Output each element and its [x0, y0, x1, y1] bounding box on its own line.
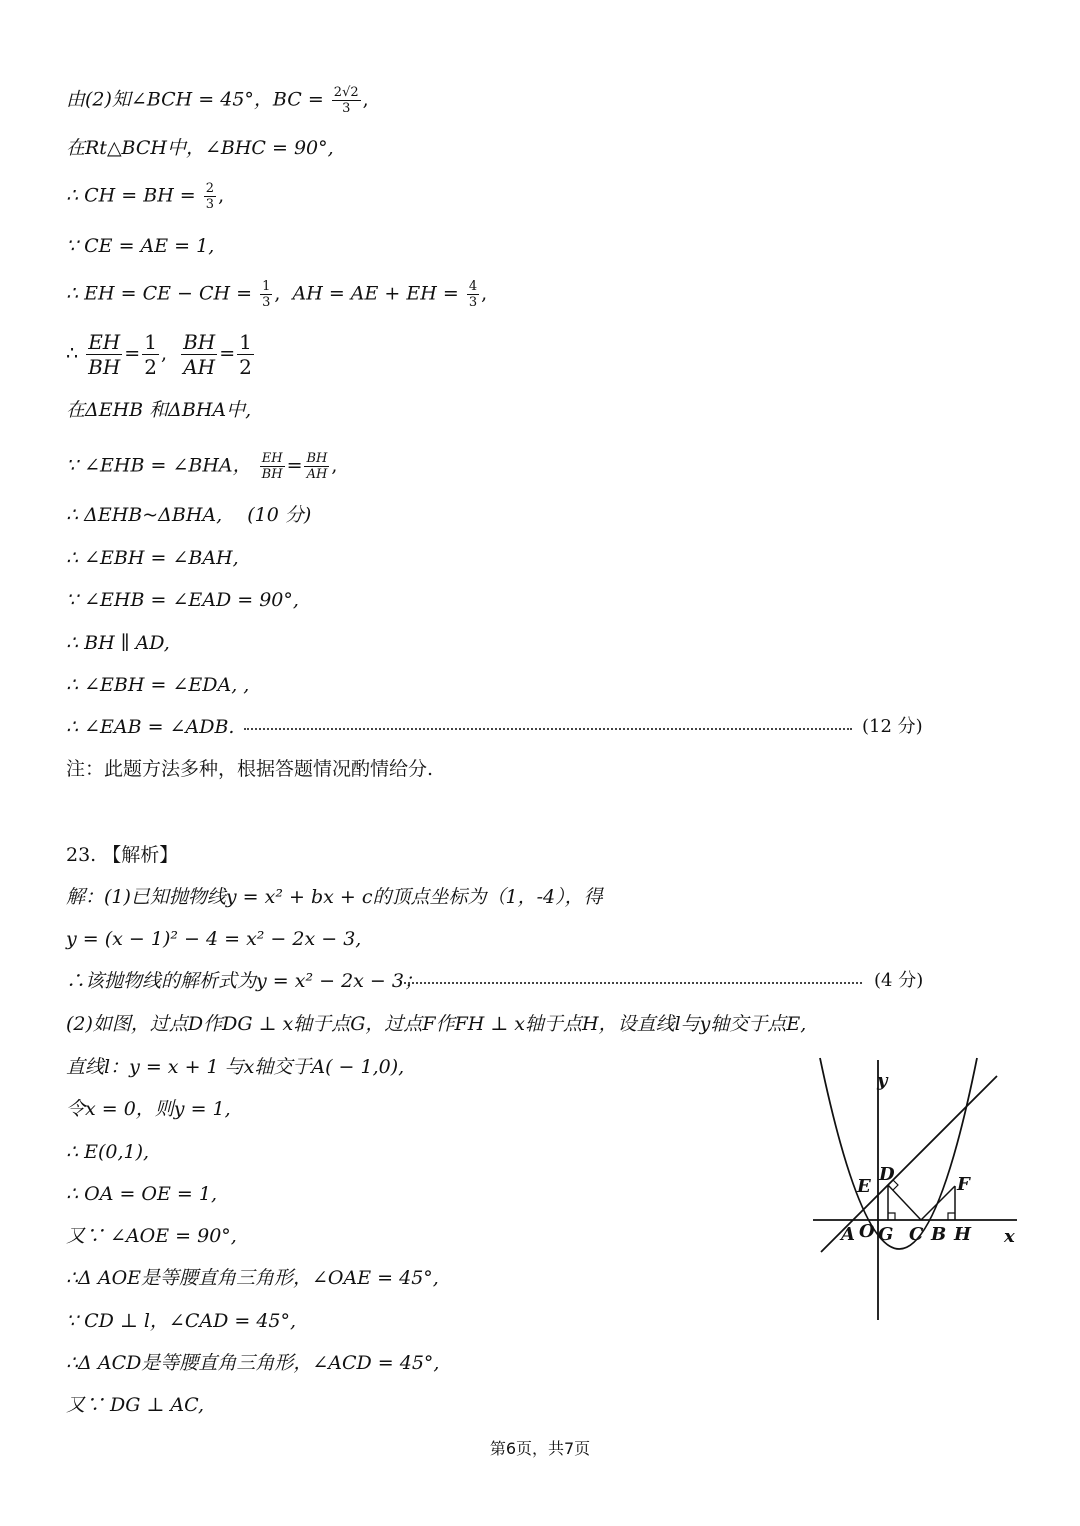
proof-line-1: 由(2)知∠BCH = 45°，BC = $\frac{2√2}{3}$ , [66, 85, 369, 116]
solution-line-11: ∵ CD ⊥ l，∠CAD = 45°, [66, 1310, 297, 1332]
fraction: $\frac{1}{2}$ [239, 330, 252, 379]
proof-line-12: ∴ BH ∥ AD, [66, 632, 170, 654]
text: ∴ [66, 342, 79, 365]
proof-line-11: ∵ ∠EHB = ∠EAD = 90°, [66, 589, 299, 611]
solution-line-8: ∴ OA = OE = 1, [66, 1183, 217, 1205]
label-b: B [931, 1224, 947, 1245]
fraction: $\frac{EH}{BH}$ [261, 451, 283, 482]
proof-line-2: 在Rt△BCH中，∠BHC = 90°, [66, 137, 334, 159]
fraction: $\frac{EH}{BH}$ [88, 330, 121, 379]
label-c: C [909, 1224, 924, 1245]
proof-line-7: 在ΔEHB 和ΔBHA中, [66, 399, 252, 421]
fraction: $\frac{1}{2}$ [144, 330, 157, 379]
solution-line-5: 直线l：y = x + 1 与x轴交于A( − 1,0), [66, 1056, 405, 1078]
right-angle-mark-g [888, 1213, 895, 1220]
proof-line-10: ∴ ∠EBH = ∠BAH, [66, 547, 239, 569]
question-heading: 23. 【解析】 [66, 844, 179, 866]
proof-line-9: ∴ ΔEHB~ΔBHA, (10 分) [66, 504, 312, 526]
label-f: F [957, 1174, 970, 1195]
text: 由(2)知∠BCH = 45°，BC = [66, 88, 324, 111]
fraction: $\frac{BH}{AH}$ [306, 451, 328, 482]
proof-line-5: ∴ EH = CE − CH = $\frac{1}{3}$ , AH = AE + EH = $\frac{4}{3}$ , [66, 279, 488, 310]
score-label: (4 分) [874, 970, 924, 991]
label-a: A [841, 1224, 855, 1245]
solution-line-9: 又∵ ∠AOE = 90°, [66, 1225, 237, 1247]
label-y: y [877, 1070, 888, 1091]
page-footer: 第6页，共7页 [489, 1439, 591, 1458]
score-label: (12 分) [862, 716, 923, 737]
label-d: D [879, 1164, 895, 1185]
proof-line-13: ∴ ∠EBH = ∠EDA, , [66, 674, 250, 696]
fraction: $\frac{4}{3}$ [468, 279, 478, 310]
label-g: G [878, 1224, 894, 1245]
note-line: 注：此题方法多种，根据答题情况酌情给分. [66, 758, 434, 780]
parabola-figure [805, 1050, 1030, 1330]
fraction: $\frac{1}{3}$ [262, 279, 271, 310]
segment-dc [888, 1185, 921, 1220]
fraction: $\frac{2}{3}$ [205, 181, 215, 212]
label-o: O [859, 1221, 875, 1242]
solution-line-2: y = (x − 1)² − 4 = x² − 2x − 3, [66, 928, 362, 950]
text: ∴ EH = CE − CH = [66, 282, 253, 305]
text: AH = AE + EH = [292, 282, 459, 305]
dotted-leader [244, 728, 852, 730]
text: ∵ ∠EHB = ∠BHA， [66, 454, 252, 477]
segment-cf [921, 1186, 955, 1220]
solution-line-10: ∴Δ AOE是等腰直角三角形，∠OAE = 45°, [66, 1267, 439, 1289]
solution-line-1: 解：(1)已知抛物线y = x² + bx + c的顶点坐标为（1，-4），得 [66, 886, 603, 908]
right-angle-mark-h [948, 1213, 955, 1220]
solution-line-12: ∴Δ ACD是等腰直角三角形，∠ACD = 45°, [66, 1352, 440, 1374]
proof-line-14: ∴ ∠EAB = ∠ADB. [66, 716, 235, 738]
proof-line-4: ∵ CE = AE = 1, [66, 235, 215, 257]
solution-line-13: 又∵ DG ⊥ AC, [66, 1394, 205, 1416]
label-x: x [1004, 1226, 1015, 1247]
label-h: H [954, 1224, 972, 1245]
label-e: E [857, 1176, 871, 1197]
solution-line-3: ∴该抛物线的解析式为y = x² − 2x − 3； [66, 970, 423, 992]
proof-line-6: ∴ $\frac{EH}{BH}$ = $\frac{1}{2}$ , $\frac{BH}{AH}$ = $\frac{1}{2}$ [66, 330, 252, 379]
solution-line-4: (2)如图，过点D作DG ⊥ x轴于点G，过点F作FH ⊥ x轴于点H，设直线l与y轴交于点E, [66, 1013, 807, 1035]
solution-line-7: ∴ E(0,1), [66, 1141, 150, 1163]
text: ∴ CH = BH = [66, 184, 196, 207]
fraction: $\frac{BH}{AH}$ [183, 330, 216, 379]
proof-line-3: ∴ CH = BH = $\frac{2}{3}$ , [66, 181, 225, 212]
proof-line-8: ∵ ∠EHB = ∠BHA， $\frac{EH}{BH}$ = $\frac{BH}{AH}$ , [66, 451, 338, 482]
solution-line-6: 令x = 0，则y = 1, [66, 1098, 231, 1120]
dotted-leader [404, 982, 862, 984]
fraction: $\frac{2√2}{3}$ [333, 85, 359, 116]
